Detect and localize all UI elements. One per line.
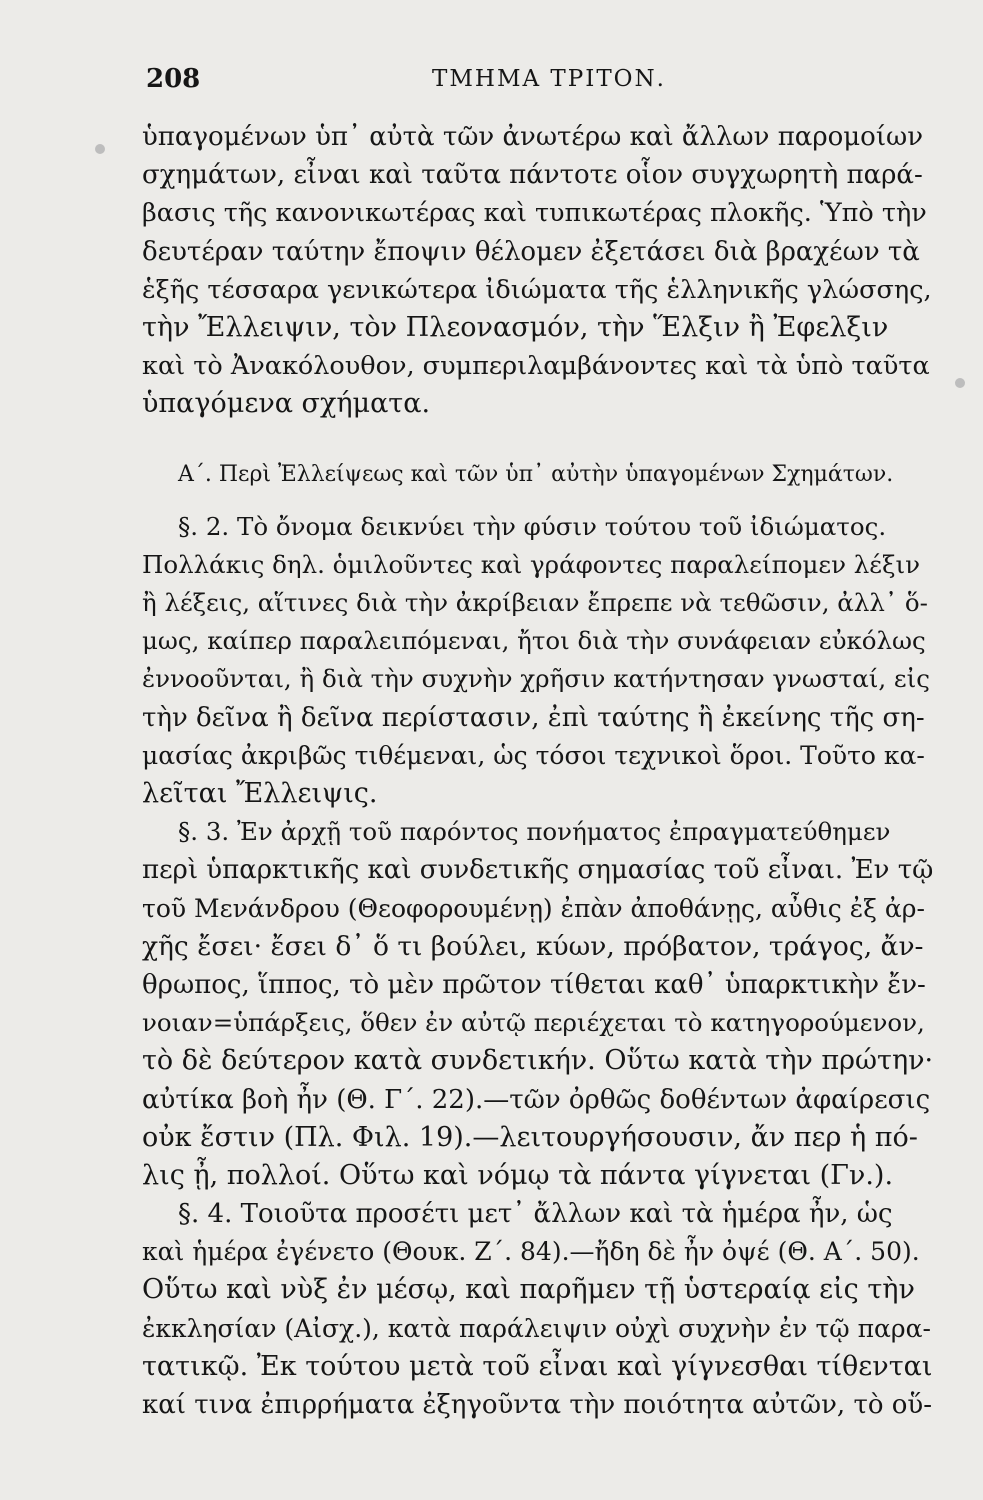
text-line: βασις τῆς κανονικωτέρας καὶ τυπικωτέρας πλοκῆς. Ὑπὸ τὴν: [142, 198, 927, 229]
paragraph-4: [142, 1195, 934, 1424]
text-line: Πολλάκις δηλ. ὁμιλοῦντες καὶ γράφοντες παραλείπομεν λέξιν: [142, 549, 920, 579]
page-number: 208: [146, 64, 201, 94]
text-line: ὑπαγόμενα σχήματα.: [142, 388, 431, 420]
page-header: [146, 64, 796, 104]
paragraph-1: [142, 118, 934, 424]
text-line: ἐννοοῦνται, ἢ διὰ τὴν συχνὴν χρῆσιν κατήντησαν γνωσταί, εἰς: [142, 664, 930, 694]
text-line: νοιαν=ὑπάρξεις, ὅθεν ἐν αὐτῷ περιέχεται τὸ κατηγορούμενον,: [142, 1008, 925, 1038]
text-line: Οὕτω καὶ νὺξ ἐν μέσῳ, καὶ παρῆμεν τῇ ὑστεραίᾳ εἰς τὴν: [142, 1274, 915, 1306]
text-line: ἢ λέξεις, αἵτινες διὰ τὴν ἀκρίβειαν ἔπρεπε νὰ τεθῶσιν, ἀλλ᾽ ὅ-: [142, 588, 928, 618]
running-head: ΤΜΗΜΑ ΤΡΙΤΟΝ.: [432, 66, 666, 92]
text-line: οὐκ ἔστιν (Πλ. Φιλ. 19).—λειτουργήσουσιν, ἄν περ ἡ πό-: [142, 1121, 918, 1153]
section-heading: Α΄. Περὶ Ἐλλείψεως καὶ τῶν ὑπ᾽ αὐτὴν ὑπαγομένων Σχημάτων.: [178, 461, 894, 487]
text-line: §. 2. Τὸ ὄνομα δεικνύει τὴν φύσιν τούτου τοῦ ἰδιώματος.: [178, 511, 887, 541]
text-line: καί τινα ἐπιρρήματα ἐξηγοῦντα τὴν ποιότητα αὐτῶν, τὸ οὕ-: [142, 1390, 932, 1420]
body-text: [142, 118, 934, 1424]
text-line: τὴν Ἔλλειψιν, τὸν Πλεονασμόν, τὴν Ἕλξιν ἢ Ἐφελξιν: [142, 311, 889, 343]
text-line: καὶ τὸ Ἀνακόλουθον, συμπεριλαμβάνοντες καὶ τὰ ὑπὸ ταῦτα: [142, 351, 930, 382]
text-line: τὸ δὲ δεύτερον κατὰ συνδετικήν. Οὕτω κατὰ τὴν πρώτην·: [142, 1045, 934, 1077]
text-line: ἐκκλησίαν (Αἰσχ.), κατὰ παράλειψιν οὐχὶ συχνὴν ἐν τῷ παρα-: [142, 1313, 931, 1343]
text-line: τοῦ Μενάνδρου (Θεοφορουμένῃ) ἐπὰν ἀποθάνῃς, αὖθις ἐξ ἀρ-: [142, 893, 925, 923]
text-line: ἑξῆς τέσσαρα γενικώτερα ἰδιώματα τῆς ἑλληνικῆς γλώσσης,: [142, 274, 932, 305]
text-line: μασίας ἀκριβῶς τιθέμεναι, ὡς τόσοι τεχνικοὶ ὅροι. Τοῦτο κα-: [142, 740, 925, 770]
text-line: δευτέραν ταύτην ἔποψιν θέλομεν ἐξετάσει διὰ βραχέων τὰ: [142, 236, 920, 267]
print-speck: [955, 378, 965, 388]
text-line: χῆς ἔσει· ἔσει δ᾽ ὅ τι βούλει, κύων, πρόβατον, τράγος, ἄν-: [142, 930, 924, 962]
print-speck: [95, 144, 105, 154]
text-line: μως, καίπερ παραλειπόμεναι, ἤτοι διὰ τὴν συνάφειαν εὐκόλως: [142, 626, 926, 656]
text-line: §. 3. Ἐν ἀρχῇ τοῦ παρόντος πονήματος ἐπραγματεύθημεν: [178, 817, 891, 847]
text-line: λις ᾖ, πολλοί. Οὕτω καὶ νόμῳ τὰ πάντα γίγνεται (Γν.).: [142, 1159, 894, 1191]
paragraph-3: [142, 813, 934, 1195]
paragraph-2: [142, 508, 934, 814]
text-line: λεῖται Ἔλλειψις.: [142, 778, 378, 809]
text-line: τατικῷ. Ἐκ τούτου μετὰ τοῦ εἶναι καὶ γίγνεσθαι τίθενται: [142, 1350, 933, 1382]
text-line: ὑπαγομένων ὑπ᾽ αὐτὰ τῶν ἀνωτέρω καὶ ἄλλων παρομοίων: [142, 122, 924, 152]
text-line: σχημάτων, εἶναι καὶ ταῦτα πάντοτε οἷον συγχωρητὴ παρά-: [142, 160, 923, 191]
text-line: §. 4. Τοιοῦτα προσέτι μετ᾽ ἄλλων καὶ τὰ ἡμέρα ἦν, ὡς: [178, 1199, 893, 1230]
text-line: καὶ ἡμέρα ἐγένετο (Θουκ. Ζ΄. 84).—ἤδη δὲ ἦν ὀψέ (Θ. Α΄. 50).: [142, 1237, 920, 1267]
text-line: τὴν δεῖνα ἢ δεῖνα περίστασιν, ἐπὶ ταύτης ἢ ἐκείνης τῆς ση-: [142, 702, 925, 733]
text-line: αὐτίκα βοὴ ἦν (Θ. Γ΄. 22).—τῶν ὀρθῶς δοθέντων ἀφαίρεσις: [142, 1084, 931, 1115]
text-line: περὶ ὑπαρκτικῆς καὶ συνδετικῆς σημασίας τοῦ εἶναι. Ἐν τῷ: [142, 855, 934, 886]
text-line: θρωπος, ἵππος, τὸ μὲν πρῶτον τίθεται καθ᾽ ὑπαρκτικὴν ἔν-: [142, 969, 926, 1000]
